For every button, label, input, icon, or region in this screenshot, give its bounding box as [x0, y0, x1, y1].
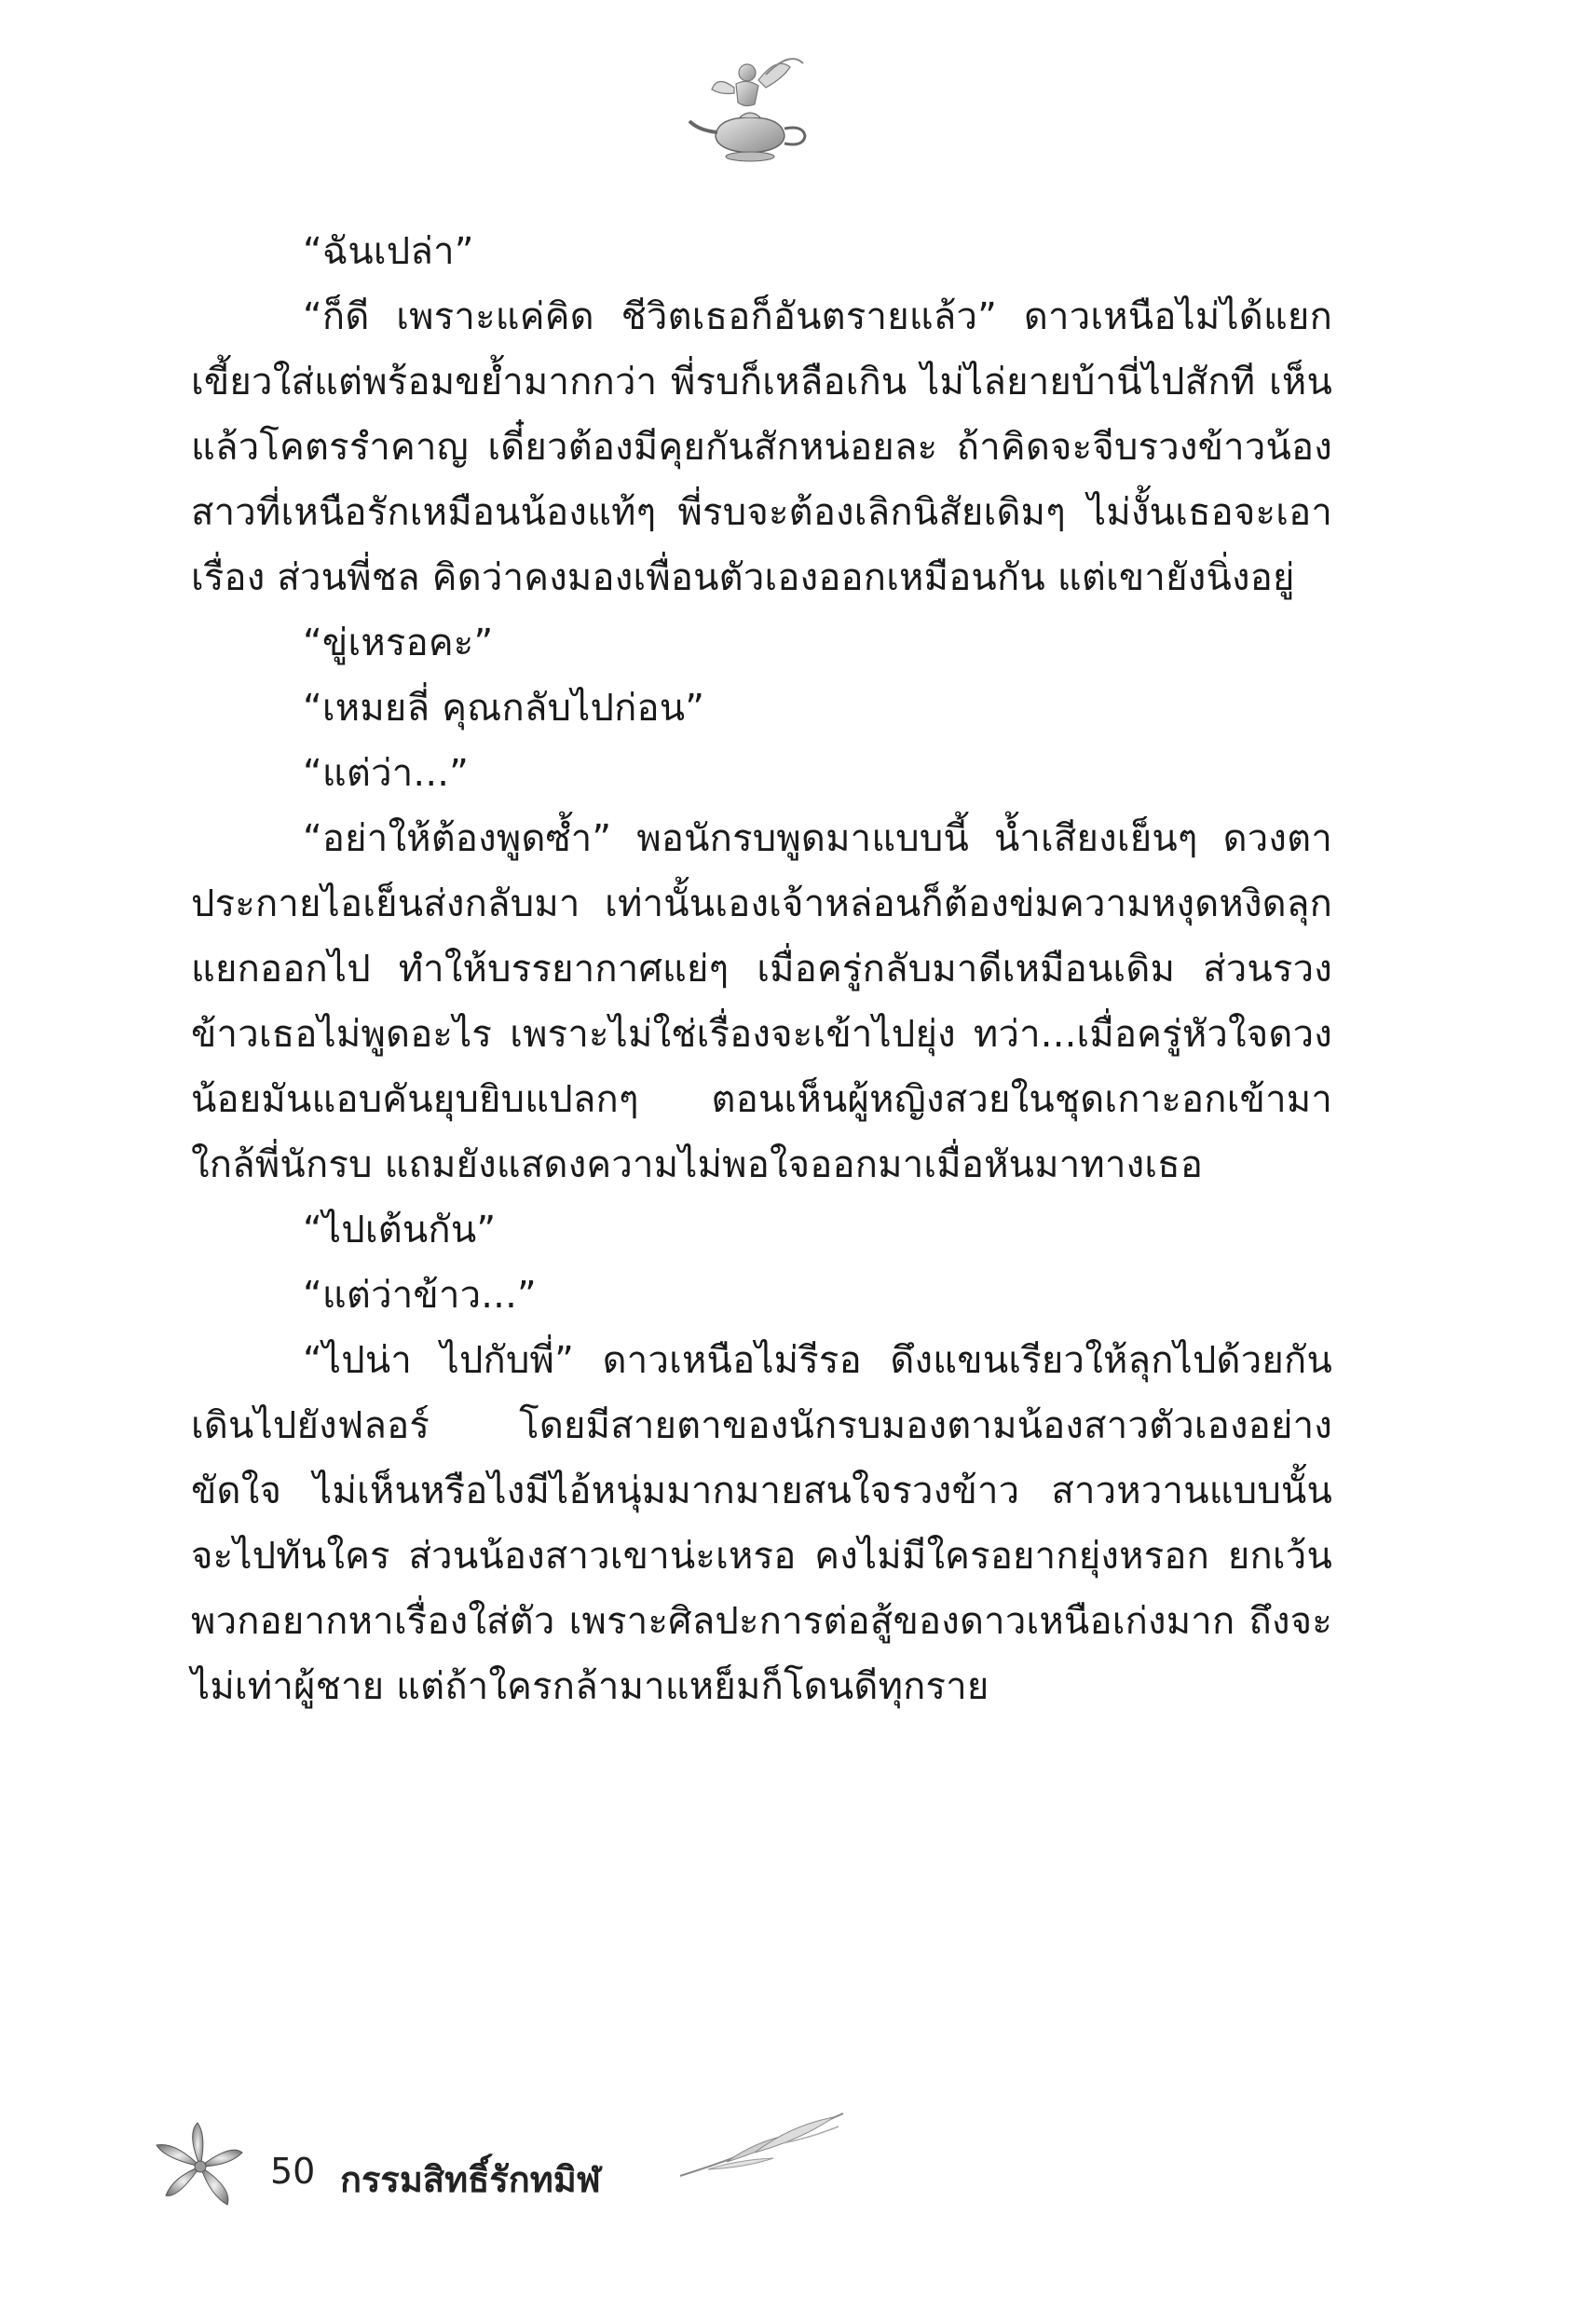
- paragraph-8: “แต่ว่าข้าว...”: [303, 1274, 537, 1317]
- cupid-teapot-ornament-icon: [680, 47, 820, 177]
- paragraph-6: “อย่าให้ต้องพูดซ้ำ” พอนักรบพูดมาแบบนี้ น้ำเสียงเย็นๆ ดวงตาประกายไอเย็นส่งกลับมา เท่านั้นเองเจ้าหล่อนก็ต้องข่มความหงุดหงิดลุกแยกออกไป ทำให้บรรยากาศแย่ๆ เมื่อครู่กลับมาดีเหมือนเดิม ส่วนรวงข้าวเธอไม่พูดอะไร เพราะไม่ใช่เรื่องจะเข้าไปยุ่ง ทว่า...เมื่อครู่หัวใจดวงน้อยมันแอบคันยุบยิบแปลกๆ ตอนเห็นผู้หญิงสวยในชุดเกาะอกเข้ามาใกล้พี่นักรบ แถมยังแสดงความไม่พอใจออกมาเมื่อหันมาทางเธอ: [191, 817, 1332, 1186]
- paragraph-5: “แต่ว่า...”: [303, 752, 470, 795]
- page-footer: [149, 2115, 1453, 2227]
- paragraph-1: “ฉันเปล่า”: [303, 230, 474, 273]
- paragraph-2: “ก็ดี เพราะแค่คิด ชีวิตเธอก็อันตรายแล้ว” ดาวเหนือไม่ได้แยกเขี้ยวใส่แต่พร้อมขย้ำมากกว่า พี่รบก็เหลือเกิน ไม่ไล่ยายบ้านี่ไปสักที เห็นแล้วโคตรรำคาญ เดี๋ยวต้องมีคุยกันสักหน่อยละ ถ้าคิดจะจีบรวงข้าวน้องสาวที่เหนือรักเหมือนน้องแท้ๆ พี่รบจะต้องเลิกนิสัยเดิมๆ ไม่งั้นเธอจะเอาเรื่อง ส่วนพี่ชล คิดว่าคงมองเพื่อนตัวเองออกเหมือนกัน แต่เขายังนิ่งอยู่: [191, 295, 1332, 599]
- chapter-body-text: [191, 219, 1332, 1719]
- paragraph-9: “ไปน่า ไปกับพี่” ดาวเหนือไม่รีรอ ดึงแขนเรียวให้ลุกไปด้วยกัน เดินไปยังฟลอร์ โดยมีสายตาของนักรบมองตามน้องสาวตัวเองอย่างขัดใจ ไม่เห็นหรือไงมีไอ้หนุ่มมากมายสนใจรวงข้าว สาวหวานแบบนั้นจะไปทันใคร ส่วนน้องสาวเขาน่ะเหรอ คงไม่มีใครอยากยุ่งหรอก ยกเว้นพวกอยากหาเรื่องใส่ตัว เพราะศิลปะการต่อสู้ของดาวเหนือเก่งมาก ถึงจะไม่เท่าผู้ชาย แต่ถ้าใครกล้ามาแหย็มก็โดนดีทุกราย: [191, 1339, 1332, 1708]
- paragraph-4: “เหมยลี่ คุณกลับไปก่อน”: [303, 687, 705, 730]
- lily-flower-icon: [149, 2115, 252, 2218]
- paragraph-3: “ขู่เหรอคะ”: [303, 622, 494, 664]
- page-number: 50: [270, 2151, 316, 2192]
- book-title: กรรมสิทธิ์รักทมิฬ: [340, 2159, 601, 2200]
- wheat-feather-icon: [671, 2106, 857, 2190]
- paragraph-7: “ไปเต้นกัน”: [303, 1209, 497, 1251]
